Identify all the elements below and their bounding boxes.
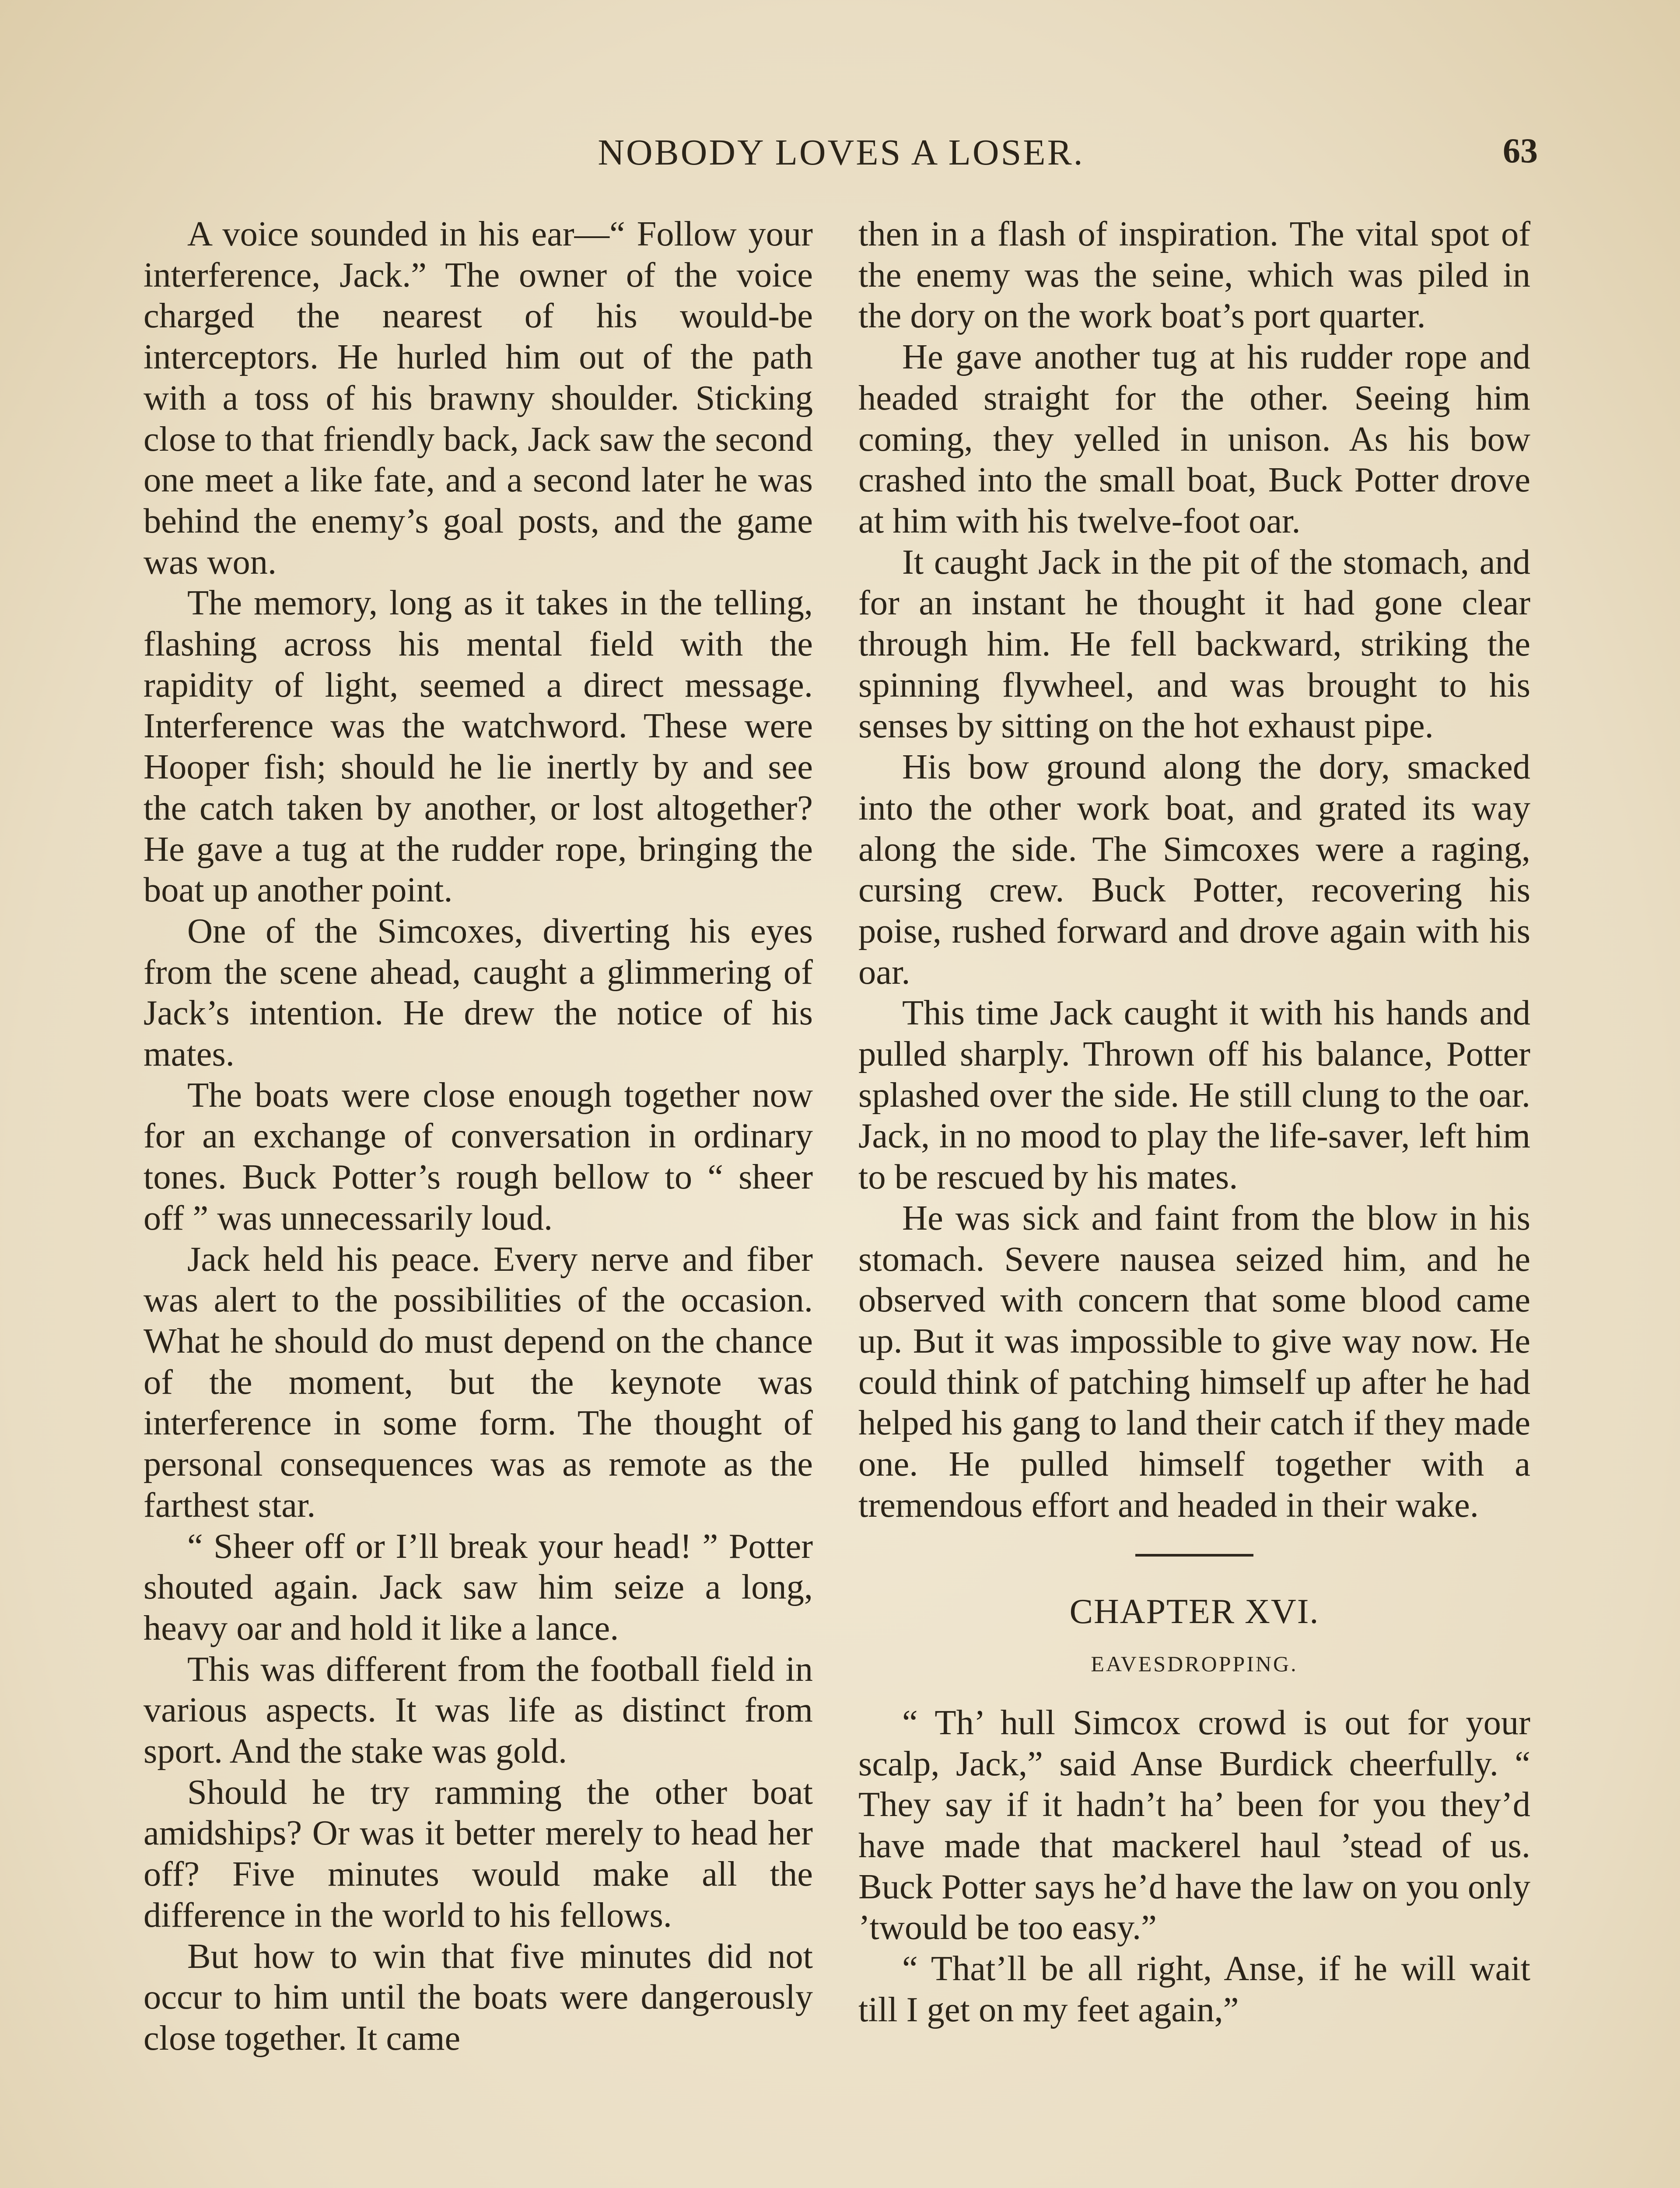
paragraph: Should he try ramming the other boat amidships? Or was it better merely to head her off? Five minutes would make all the difference in the world to his fellows.	[144, 1772, 813, 1935]
paragraph: It caught Jack in the pit of the stomach, and for an instant he thought it had gone clear through him. He fell backward, striking the spinning flywheel, and was brought to his senses by sitting on the hot exhaust pipe.	[858, 542, 1530, 746]
paragraph: “ Sheer off or I’ll break your head! ” Potter shouted again. Jack saw him seize a long, heavy oar and hold it like a lance.	[144, 1526, 813, 1648]
paragraph: This time Jack caught it with his hands and pulled sharply. Thrown off his balance, Potter splashed over the side. He still clung to the oar. Jack, in no mood to play the life-saver, left him to be rescued by his mates.	[858, 993, 1530, 1197]
paragraph: His bow ground along the dory, smacked into the other work boat, and grated its way along the side. The Simcoxes were a raging, cursing crew. Buck Potter, recovering his poise, rushed forward and drove again with his oar.	[858, 747, 1530, 992]
section-divider	[1135, 1554, 1253, 1557]
left-column	[144, 214, 813, 2059]
chapter-subtitle: EAVESDROPPING.	[1091, 1652, 1298, 1676]
paragraph: The memory, long as it takes in the telling, flashing across his mental field with the rapidity of light, seemed a direct message. Interference was the watchword. These were Hooper fish; should he lie inertly by and see the catch taken by another, or lost altogether? He gave a tug at the rudder rope, bringing the boat up another point.	[144, 583, 813, 910]
page-number: 63	[1503, 132, 1538, 170]
paragraph-continued: then in a flash of inspiration. The vital spot of the enemy was the seine, which was piled in the dory on the work boat’s port quarter.	[858, 214, 1530, 336]
running-head: NOBODY LOVES A LOSER.	[598, 132, 1085, 173]
page-header	[144, 131, 1538, 184]
paragraph: One of the Simcoxes, diverting his eyes from the scene ahead, caught a glimmering of Jack’s intention. He drew the notice of his mates.	[144, 911, 813, 1074]
paragraph: The boats were close enough together now for an exchange of conversation in ordinary tones. Buck Potter’s rough bellow to “ sheer off ” was unnecessarily loud.	[144, 1075, 813, 1238]
paragraph: He gave another tug at his rudder rope and headed straight for the other. Seeing him coming, they yelled in unison. As his bow crashed into the small boat, Buck Potter drove at him with his twelve-foot oar.	[858, 337, 1530, 540]
chapter-title: CHAPTER XVI.	[1069, 1592, 1320, 1631]
right-column	[858, 214, 1530, 2030]
paragraph: “ That’ll be all right, Anse, if he will wait till I get on my feet again,”	[858, 1949, 1530, 2029]
paragraph: But how to win that five minutes did not occur to him until the boats were dangerously close together. It came	[144, 1936, 813, 2058]
paragraph: A voice sounded in his ear—“ Follow your interference, Jack.” The owner of the voice charged the nearest of his would-be interceptors. He hurled him out of the path with a toss of his brawny shoulder. Sticking close to that friendly back, Jack saw the second one meet a like fate, and a second later he was behind the enemy’s goal posts, and the game was won.	[144, 214, 813, 582]
paragraph: He was sick and faint from the blow in his stomach. Severe nausea seized him, and he observed with concern that some blood came up. But it was impossible to give way now. He could think of patching himself up after he had helped his gang to land their catch if they made one. He pulled himself together with a tremendous effort and headed in their wake.	[858, 1198, 1530, 1525]
paragraph: “ Th’ hull Simcox crowd is out for your scalp, Jack,” said Anse Burdick cheerfully. “ They say if it hadn’t ha’ been for you they’d have made that mackerel haul ’stead of us. Buck Potter says he’d have the law on you only ’twould be too easy.”	[858, 1703, 1530, 1947]
paragraph: This was different from the football field in various aspects. It was life as distinct from sport. And the stake was gold.	[144, 1649, 813, 1771]
paragraph: Jack held his peace. Every nerve and fiber was alert to the possibilities of the occasion. What he should do must depend on the chance of the moment, but the keynote was interference in some form. The thought of personal consequences was as remote as the farthest star.	[144, 1239, 813, 1525]
